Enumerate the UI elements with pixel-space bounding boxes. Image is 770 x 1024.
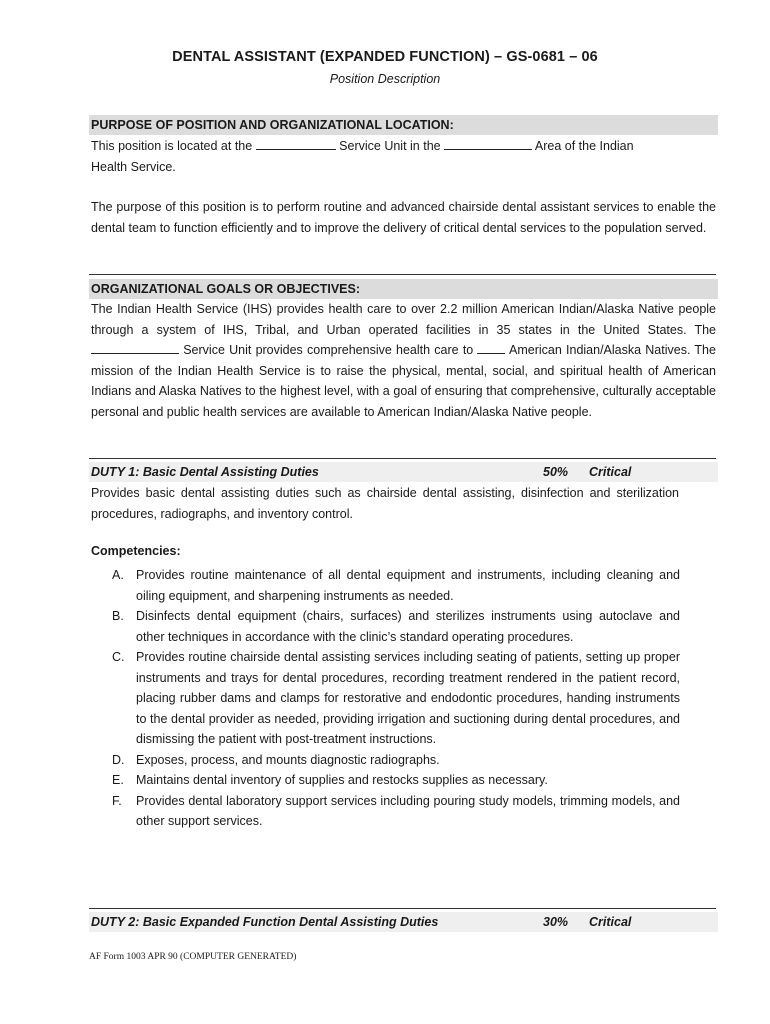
competency-item xyxy=(108,647,680,750)
competency-item xyxy=(108,606,680,647)
competency-item xyxy=(108,791,680,832)
competencies-list xyxy=(108,565,680,832)
competency-text: Exposes, process, and mounts diagnostic radiographs. xyxy=(136,752,440,767)
section-divider xyxy=(89,458,716,459)
goals-paragraph xyxy=(91,299,716,422)
goals-text-3: American Indian/Alaska Natives. The mission of the Indian Health Service is to raise the physical, mental, social, and spiritual health of American Indians and Alaska Natives to the highest level, with a goal of ensuring that comprehensive, culturally acceptable personal and public health services are available to American Indian/Alaska Native people. xyxy=(91,343,716,419)
competency-letter: E. xyxy=(112,773,124,787)
location-text-1: This position is located at the xyxy=(91,139,253,153)
section-divider xyxy=(89,908,716,909)
location-statement xyxy=(91,136,716,177)
duty1-header xyxy=(89,462,718,482)
form-footer: AF Form 1003 APR 90 (COMPUTER GENERATED) xyxy=(89,952,297,962)
competency-letter: C. xyxy=(112,650,125,664)
competency-text: Disinfects dental equipment (chairs, surfaces) and sterilizes instruments using autoclave and other techniques in accordance with the clinic’s standard operating procedures. xyxy=(136,609,680,644)
section-divider xyxy=(89,274,716,275)
competency-text: Provides routine chairside dental assisting services including seating of patients, setting up proper instruments and trays for dental procedures, recording treatment rendered in the patient record, placing rubber dams and clamps for restorative and endodontic procedures, handing instruments to the dental provider as needed, providing irrigation and suctioning during dental procedures, and dismissing the patient with post-treatment instructions. xyxy=(136,650,680,746)
goals-service-unit-blank[interactable] xyxy=(91,341,179,354)
service-unit-blank[interactable] xyxy=(256,137,336,150)
goals-text-1: The Indian Health Service (IHS) provides health care to over 2.2 million American Indian/Alaska Native people through a system of IHS, Tribal, and Urban operated facilities in 35 states in the United States. The xyxy=(91,302,716,337)
duty1-percent: 50% xyxy=(543,465,569,479)
duty2-level: Critical xyxy=(589,915,632,929)
competency-letter: B. xyxy=(112,609,124,623)
duty2-title: DUTY 2: Basic Expanded Function Dental Assisting Duties xyxy=(91,915,439,929)
competency-letter: F. xyxy=(112,793,122,808)
population-blank[interactable] xyxy=(477,341,505,354)
competency-text: Maintains dental inventory of supplies and restocks supplies as necessary. xyxy=(136,773,548,787)
competency-letter: A. xyxy=(112,568,124,582)
location-text-2: Service Unit in the xyxy=(339,139,441,153)
competency-item xyxy=(108,750,680,771)
duty2-header xyxy=(89,912,718,932)
competency-item xyxy=(108,770,680,791)
duty2-percent: 30% xyxy=(543,915,569,929)
area-blank[interactable] xyxy=(444,137,532,150)
location-text-4: Health Service. xyxy=(91,159,176,174)
duty1-description: Provides basic dental assisting duties such as chairside dental assisting, disinfection and sterilization procedures, radiographs, and inventory control. xyxy=(91,486,679,521)
goals-heading: ORGANIZATIONAL GOALS OR OBJECTIVES: xyxy=(89,279,718,299)
goals-text-2: Service Unit provides comprehensive health care to xyxy=(183,343,474,357)
competencies-heading: Competencies: xyxy=(91,544,181,558)
document-subtitle: Position Description xyxy=(329,72,441,86)
competency-text: Provides routine maintenance of all dental equipment and instruments, including cleaning and oiling equipment, and sharpening instruments as needed. xyxy=(136,568,680,603)
competency-item xyxy=(108,565,680,606)
location-text-3: Area of the Indian xyxy=(534,139,634,153)
document-title: DENTAL ASSISTANT (EXPANDED FUNCTION) – GS-0681 – 06 xyxy=(172,49,598,65)
purpose-heading: PURPOSE OF POSITION AND ORGANIZATIONAL LOCATION: xyxy=(89,115,718,135)
competency-text: Provides dental laboratory support services including pouring study models, trimming models, and other support services. xyxy=(136,793,680,828)
duty1-title: DUTY 1: Basic Dental Assisting Duties xyxy=(91,465,319,479)
duty1-level: Critical xyxy=(589,465,632,479)
purpose-paragraph: The purpose of this position is to perform routine and advanced chairside dental assistant services to enable the dental team to function efficiently and to improve the delivery of critical dental services to the population served. xyxy=(91,200,716,235)
competency-letter: D. xyxy=(112,752,125,767)
